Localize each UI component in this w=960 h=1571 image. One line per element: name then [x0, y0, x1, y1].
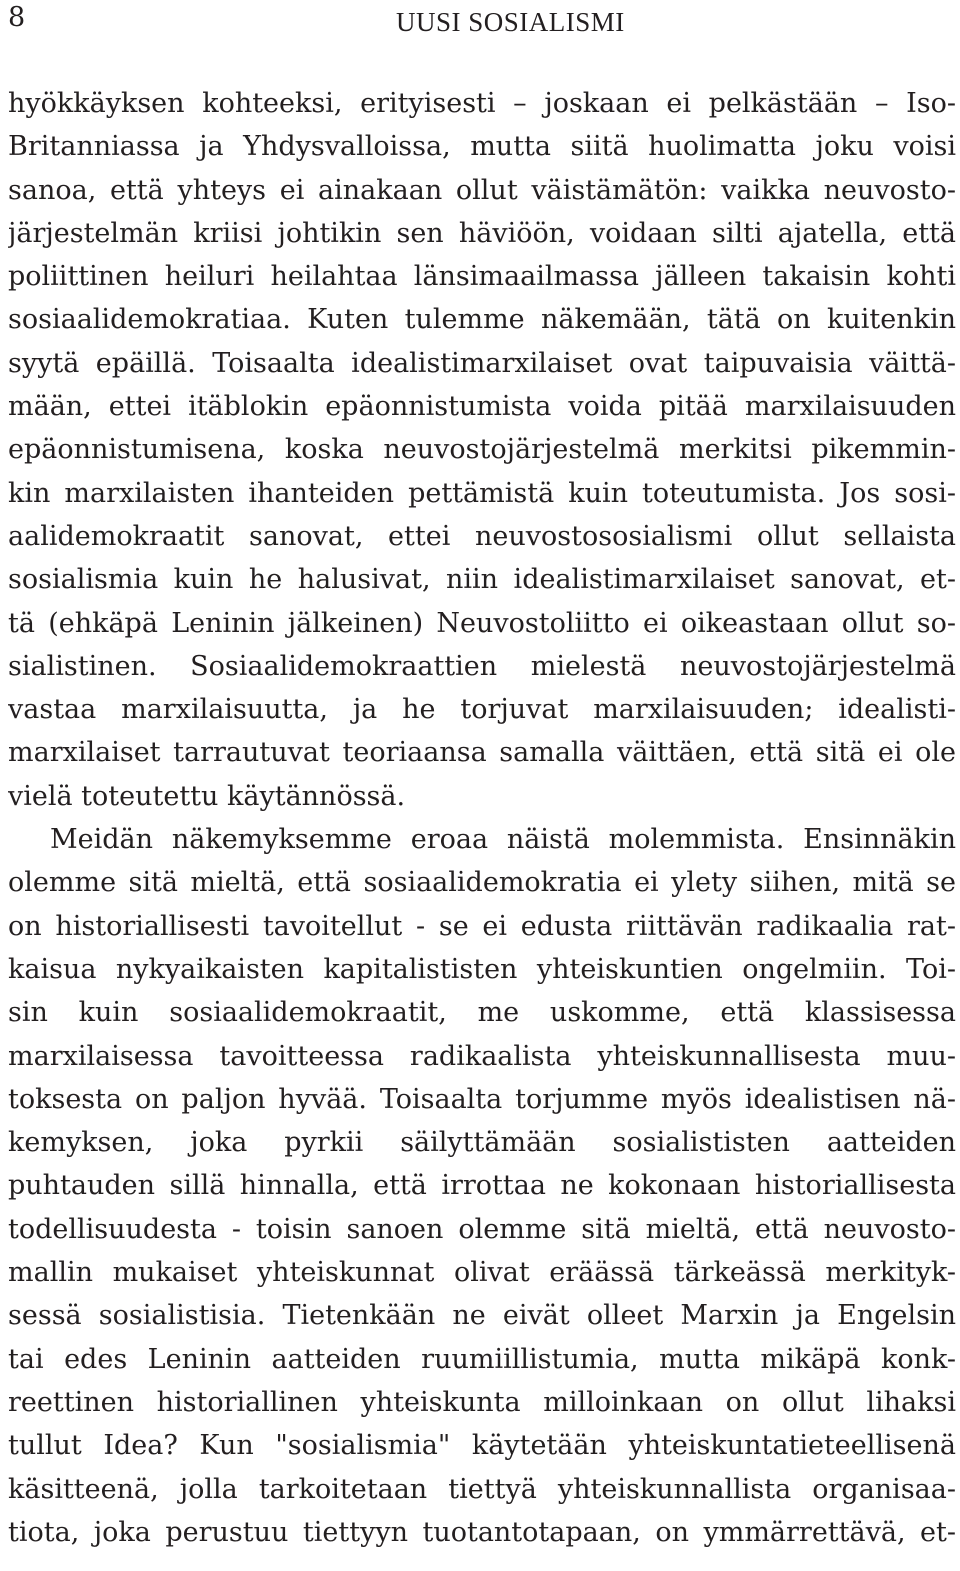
text-line: sosiaalidemokratiaa. Kuten tulemme näkemään, tätä on kuitenkin — [8, 304, 956, 336]
text-line: olemme sitä mieltä, että sosiaalidemokratia ei ylety siihen, mitä se — [8, 867, 956, 899]
page-number: 8 — [8, 2, 26, 33]
text-line: sessä sosialistisia. Tietenkään ne eivät olleet Marxin ja Engelsin — [8, 1300, 956, 1332]
text-line: mään, ettei itäblokin epäonnistumista voida pitää marxilaisuuden — [8, 391, 956, 423]
text-line: puhtauden sillä hinnalla, että irrottaa ne kokonaan historiallisesta — [8, 1170, 956, 1202]
text-line: mallin mukaiset yhteiskunnat olivat eräässä tärkeässä merkityk- — [8, 1257, 956, 1289]
body-text — [8, 82, 956, 1554]
running-head: UUSI SOSIALISMI — [396, 7, 625, 37]
text-line: sialistinen. Sosiaalidemokraattien mielestä neuvostojärjestelmä — [8, 650, 956, 682]
text-line: tullut Idea? Kun "sosialismia" käytetään yhteiskuntatieteellisenä — [8, 1430, 956, 1462]
text-line: epäonnistumisena, koska neuvostojärjestelmä merkitsi pikemmin- — [8, 434, 956, 466]
text-line: käsitteenä, jolla tarkoitetaan tiettyä yhteiskunnallista organisaa- — [8, 1473, 956, 1505]
text-line: vielä toteutettu käytännössä. — [8, 780, 406, 812]
text-line: tä (ehkäpä Leninin jälkeinen) Neuvostoliitto ei oikeastaan ollut so- — [8, 607, 956, 639]
text-line: toksesta on paljon hyvää. Toisaalta torjumme myös idealistisen nä- — [8, 1083, 956, 1115]
text-line: kin marxilaisten ihanteiden pettämistä kuin toteutumista. Jos sosi- — [8, 477, 956, 509]
text-line: vastaa marxilaisuutta, ja he torjuvat marxilaisuuden; idealisti- — [8, 694, 956, 726]
text-line: poliittinen heiluri heilahtaa länsimaailmassa jälleen takaisin kohti — [8, 261, 956, 293]
text-line: reettinen historiallinen yhteiskunta milloinkaan on ollut lihaksi — [8, 1386, 956, 1418]
text-line: tiota, joka perustuu tiettyyn tuotantotapaan, on ymmärrettävä, et- — [8, 1516, 956, 1548]
text-line: sin kuin sosiaalidemokraatit, me uskomme, että klassisessa — [8, 997, 956, 1029]
text-line: on historiallisesti tavoitellut - se ei edusta riittävän radikaalia rat- — [8, 910, 956, 942]
text-line: sosialismia kuin he halusivat, niin idealistimarxilaiset sanovat, et- — [8, 564, 956, 596]
text-line: kemyksen, joka pyrkii säilyttämään sosialististen aatteiden — [8, 1127, 956, 1159]
text-line: sanoa, että yhteys ei ainakaan ollut väistämätön: vaikka neuvosto- — [8, 174, 956, 206]
text-line: hyökkäyksen kohteeksi, erityisesti – joskaan ei pelkästään – Iso- — [8, 88, 956, 119]
text-line: Britanniassa ja Yhdysvalloissa, mutta siitä huolimatta joku voisi — [8, 131, 956, 163]
text-line: marxilaisessa tavoitteessa radikaalista yhteiskunnallisesta muu- — [8, 1040, 956, 1072]
text-line: marxilaiset tarrautuvat teoriaansa samalla väittäen, että sitä ei ole — [8, 737, 956, 769]
text-line: Meidän näkemyksemme eroaa näistä molemmista. Ensinnäkin — [50, 824, 956, 856]
text-line: aalidemokraatit sanovat, ettei neuvostososialismi ollut sellaista — [8, 520, 956, 552]
text-line: tai edes Leninin aatteiden ruumiillistumia, mutta mikäpä konk- — [8, 1343, 956, 1375]
text-line: todellisuudesta - toisin sanoen olemme sitä mieltä, että neuvosto- — [8, 1213, 956, 1245]
text-line: syytä epäillä. Toisaalta idealistimarxilaiset ovat taipuvaisia väittä- — [8, 347, 956, 379]
text-line: järjestelmän kriisi johtikin sen häviöön, voidaan silti ajatella, että — [8, 217, 956, 249]
text-line: kaisua nykyaikaisten kapitalististen yhteiskuntien ongelmiin. Toi- — [8, 953, 956, 985]
